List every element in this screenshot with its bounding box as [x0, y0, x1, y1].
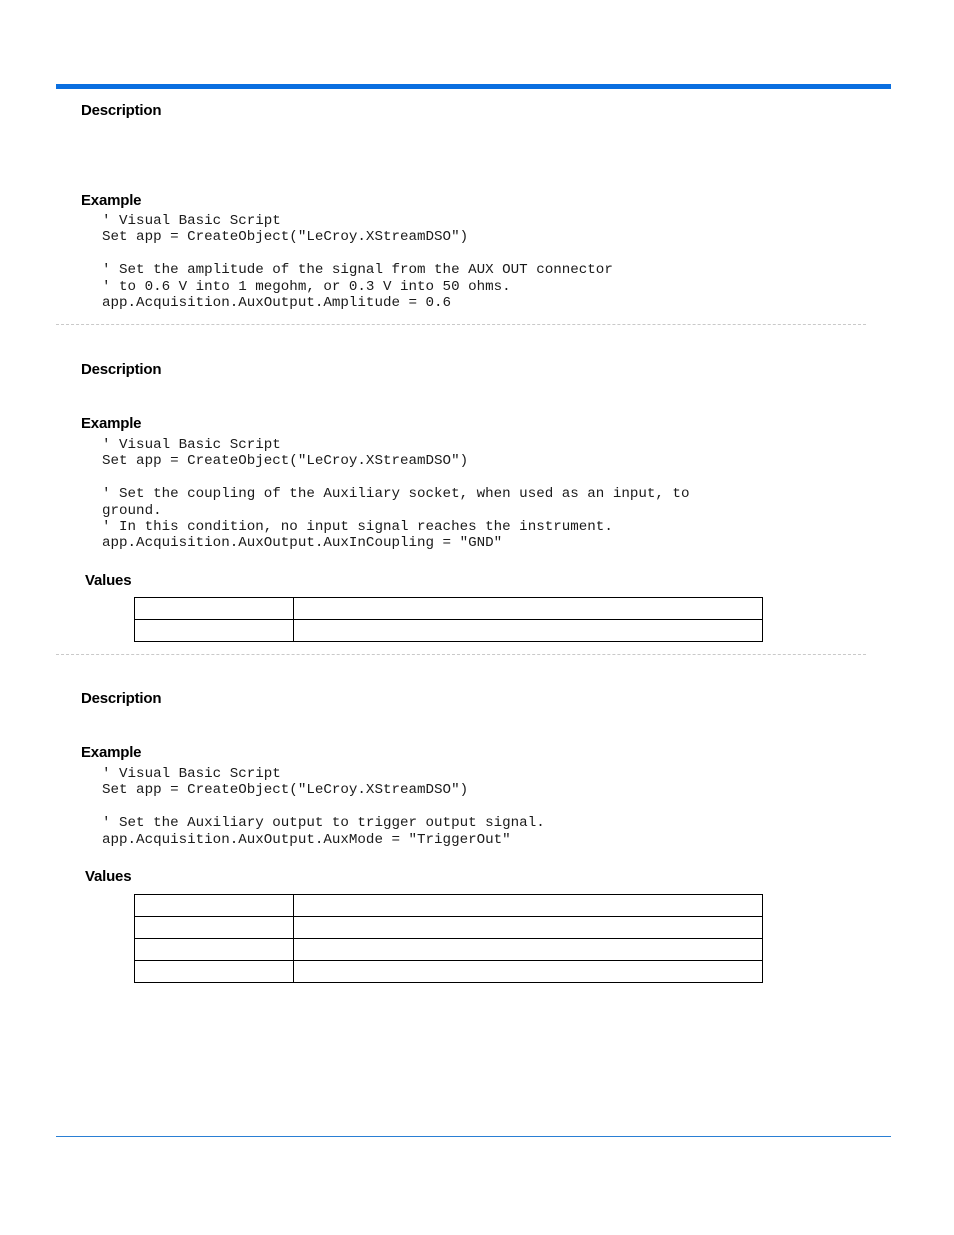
section-2-example-heading: Example — [81, 415, 142, 432]
section-separator — [56, 324, 866, 325]
section-1-example-heading: Example — [81, 192, 142, 209]
section-1-code-block: ' Visual Basic Script Set app = CreateObject("LeCroy.XStreamDSO") ' Set the amplitude of the signal from the AUX OUT connector ' to 0.6 V into 1 megohm, or 0.3 V into 50 ohms. app.Acquisition.AuxOutput.Amplitude = 0.6 — [102, 213, 613, 312]
table-row — [135, 620, 763, 642]
value-description-cell — [294, 939, 763, 961]
value-description-cell — [294, 961, 763, 983]
value-name-cell — [135, 917, 294, 939]
section-2-values-heading: Values — [85, 572, 132, 589]
table-row — [135, 961, 763, 983]
value-description-cell — [294, 895, 763, 917]
section-3-code-block: ' Visual Basic Script Set app = CreateObject("LeCroy.XStreamDSO") ' Set the Auxiliary output to trigger output signal. app.Acquisition.AuxOutput.AuxMode = "TriggerOut" — [102, 766, 545, 848]
value-description-cell — [294, 620, 763, 642]
value-name-cell — [135, 598, 294, 620]
table-row — [135, 598, 763, 620]
value-name-cell — [135, 961, 294, 983]
value-name-cell — [135, 939, 294, 961]
section-1-description-heading: Description — [81, 102, 162, 119]
value-name-cell — [135, 895, 294, 917]
section-2-values-table — [134, 597, 763, 642]
section-3-values-table — [134, 894, 763, 983]
section-2-description-heading: Description — [81, 361, 162, 378]
header-rule — [56, 84, 891, 89]
value-description-cell — [294, 917, 763, 939]
value-description-cell — [294, 598, 763, 620]
footer-rule — [56, 1136, 891, 1137]
table-row — [135, 939, 763, 961]
section-2-code-block: ' Visual Basic Script Set app = CreateObject("LeCroy.XStreamDSO") ' Set the coupling of the Auxiliary socket, when used as an input, to ground. ' In this condition, no input signal reaches the instrument. app.Acquisition.AuxOutput.AuxInCoupling = "GND" — [102, 437, 690, 552]
section-3-description-heading: Description — [81, 690, 162, 707]
section-separator — [56, 654, 866, 655]
section-3-values-heading: Values — [85, 868, 132, 885]
table-row — [135, 895, 763, 917]
value-name-cell — [135, 620, 294, 642]
section-3-example-heading: Example — [81, 744, 142, 761]
table-row — [135, 917, 763, 939]
